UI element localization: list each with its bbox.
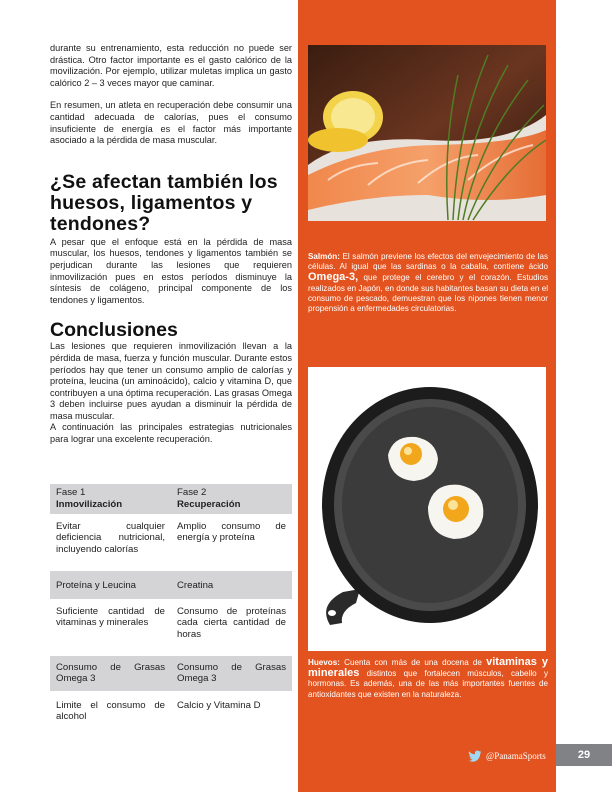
page-number: 29 — [556, 744, 612, 766]
salmon-caption — [308, 252, 548, 314]
table-header-cell — [171, 484, 292, 514]
caption-text: que protege el cerebro y el corazón. Estudios realizados en Japón, en donde sus habitantes basan su dieta en el consumo de pescado, demuestran que los nipones tienen menor propensión a enfermedades circulatorias. — [308, 273, 548, 314]
phase-label: Fase 2 — [177, 487, 207, 498]
table-cell: Proteína y Leucina — [56, 579, 137, 591]
body-paragraph: durante su entrenamiento, esta reducción no puede ser drástica. Otro factor importante es el gasto calórico de la movilización. Por ejemplo, utilizar muletas implica un gasto calórico 2 – 3 veces mayor que caminar. — [50, 43, 292, 88]
caption-label: Salmón: — [308, 252, 340, 261]
table-cell: Evitar cualquier deficiencia nutricional, incluyendo calorías — [56, 520, 165, 556]
eggs-photo — [308, 367, 546, 651]
phase-name: Recuperación — [177, 498, 241, 510]
section-heading: ¿Se afectan también los huesos, ligamentos y tendones? — [50, 170, 278, 235]
eggs-caption — [308, 657, 548, 700]
twitter-bird-icon — [468, 750, 482, 762]
social-handle-text: @PanamaSports — [486, 751, 546, 761]
table-cell: Consumo de Grasas Omega 3 — [56, 661, 165, 685]
caption-text: El salmón previene los efectos del envejecimiento de las células. Al igual que las sardinas o la caballa, contiene ácido — [308, 252, 548, 272]
caption-keyword: Omega-3, — [308, 271, 359, 284]
body-paragraph: A pesar que el enfoque está en la pérdida de masa muscular, los huesos, tendones y ligamentos también se perjudican durante las lesiones que requieren inmovilización pues en estos períodos disminuye la síntesis de colágeno, principal componente de los tendones y ligamentos. — [50, 236, 292, 305]
table-cell: Suficiente cantidad de vitaminas y minerales — [56, 605, 165, 629]
main-column — [50, 43, 292, 446]
phase-name: Inmovilización — [56, 498, 123, 510]
social-handle[interactable] — [468, 750, 546, 762]
phase-label: Fase 1 — [56, 487, 86, 498]
table-cell: Calcio y Vitamina D — [177, 699, 261, 711]
table-row — [50, 515, 292, 571]
table-row — [50, 571, 292, 600]
table-cell: Amplio consumo de energía y proteína — [177, 520, 286, 544]
caption-text: Cuenta con más de una docena de — [339, 658, 487, 667]
table-row — [50, 692, 292, 734]
body-paragraph: Las lesiones que requieren inmovilización llevan a la pérdida de masa, fuerza y función muscular. Durante estos períodos hay que tener un consumo amplio de calorías y proteína, leucina (un aminoácido), calcio y vitamina D, que contribuyen a una óptima recuperación. Las grasas Omega 3 deben incluirse pues ayudan a disminuir la pérdida de masa muscular. — [50, 341, 292, 421]
body-paragraph: En resumen, un atleta en recuperación debe consumir una cantidad adecuada de calorías, pues el consumo insuficiente de energía es el factor más importante asociado a la pérdida de masa muscular. — [50, 100, 292, 146]
caption-label: Huevos: — [308, 658, 340, 667]
table-row — [50, 656, 292, 692]
salmon-photo — [308, 45, 546, 221]
caption-keyword: vitaminas y minerales — [308, 656, 549, 680]
nutrition-table — [50, 484, 292, 734]
table-row — [50, 600, 292, 656]
table-cell: Consumo de proteínas cada cierta cantidad de horas — [177, 605, 286, 641]
table-cell: Consumo de Grasas Omega 3 — [177, 661, 286, 685]
table-header-cell — [50, 484, 171, 514]
table-header-row — [50, 484, 292, 515]
body-paragraph: A continuación las principales estrategias nutricionales para lograr una excelente recuperación. — [50, 422, 292, 445]
caption-text: distintos que fortalecen músculos, cabello y hormonas. Es además, una de las más importantes fuentes de antioxidantes que existen en la naturaleza. — [308, 669, 548, 699]
table-cell: Creatina — [177, 579, 214, 591]
table-cell: Limite el consumo de alcohol — [56, 699, 165, 723]
section-heading: Conclusiones — [50, 319, 178, 342]
